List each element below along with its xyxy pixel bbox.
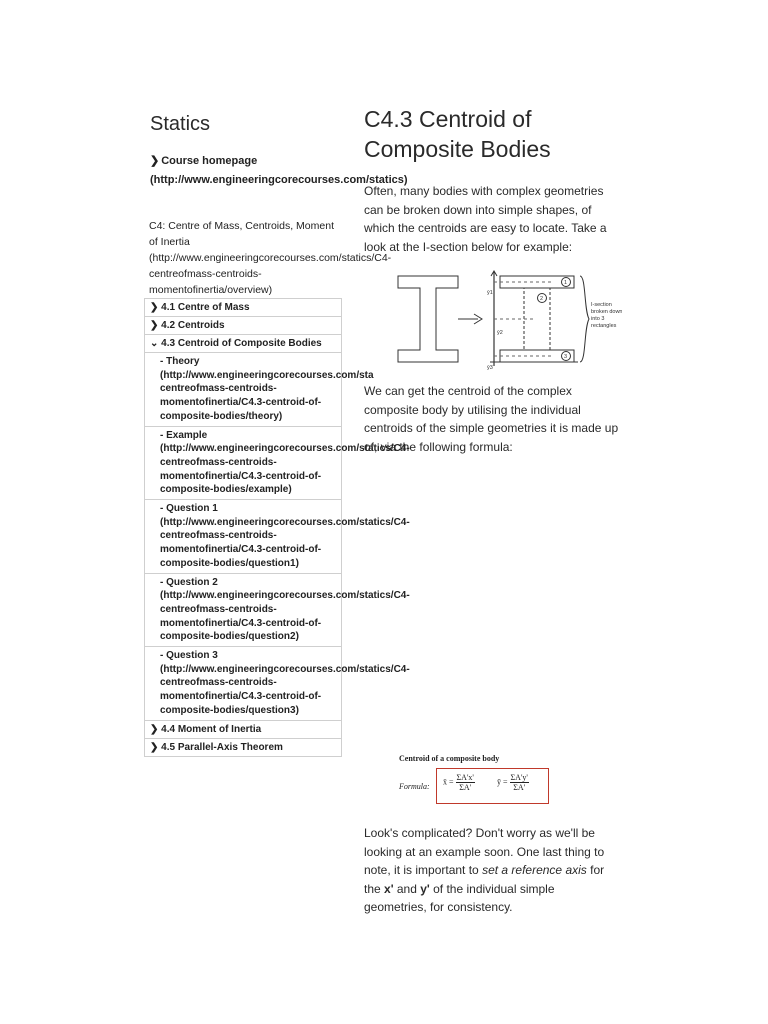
subitem-line: centreofmass-centroids-	[160, 677, 277, 689]
fraction	[510, 773, 529, 792]
paragraph-line: look at the I-section below for example:	[364, 239, 573, 254]
subitem-line: (http://www.engineeringcorecourses.com/statics/C4-	[160, 443, 410, 455]
nav-subitem-question3[interactable]	[144, 646, 410, 720]
nav-item-parallel-axis[interactable]	[144, 738, 342, 757]
nav-item-label: 4.5 Parallel-Axis Theorem	[161, 741, 283, 753]
nav-item-label: 4.3 Centroid of Composite Bodies	[161, 338, 322, 349]
subitem-line: (http://www.engineeringcorecourses.com/sta	[160, 369, 374, 381]
i-section-diagram	[394, 270, 622, 370]
bold-text: x'	[384, 881, 394, 896]
text-span: and	[393, 881, 421, 896]
paragraph-line: which the centroids are easy to locate. Take a	[364, 221, 607, 235]
subitem-line: centreofmass-centroids-	[160, 530, 277, 542]
axis-label: ȳ1	[487, 290, 493, 296]
paragraph-line	[364, 880, 626, 899]
figure-note: broken down	[591, 309, 622, 315]
i-section-figure	[394, 270, 622, 370]
text-span: for	[586, 863, 605, 877]
paragraph-line: Look's complicated? Don't worry as we'll be	[364, 826, 595, 840]
formula-label: Formula:	[399, 782, 430, 791]
paragraph-line: centroids of the simple geometries it is made up	[364, 421, 619, 435]
figure-note: I-section	[591, 302, 612, 308]
subitem-line: composite-bodies/question2)	[160, 631, 299, 643]
denominator: ΣA'	[513, 783, 526, 792]
nav-item-composite-bodies[interactable]	[144, 334, 342, 352]
course-homepage-label: Course homepage	[161, 155, 258, 167]
page-title	[364, 104, 624, 164]
chevron-down-icon: ⌄	[150, 338, 159, 349]
paragraph-line: Often, many bodies with complex geometries	[364, 184, 604, 198]
equation-lhs: ȳ =	[497, 777, 508, 787]
chevron-right-icon: ❯	[150, 320, 159, 331]
subitem-line: momentofinertia/C4.3-centroid-of-	[160, 617, 322, 629]
axis-label: ȳ2	[497, 330, 503, 336]
fraction	[456, 773, 475, 792]
subitem-line: (http://www.engineeringcorecourses.com/statics/C4-	[160, 516, 410, 528]
subitem-line: (http://www.engineeringcorecourses.com/statics/C4-	[160, 590, 410, 602]
text-span: note, it is important to	[364, 863, 483, 877]
bold-text: y'	[420, 881, 430, 896]
nav-item-label: 4.4 Moment of Inertia	[161, 723, 262, 735]
intro-paragraph	[364, 182, 626, 256]
axis-label: ȳ3	[487, 365, 493, 370]
subitem-line: momentofinertia/C4.3-centroid-of-	[160, 470, 322, 482]
page-title-line: Composite Bodies	[364, 136, 551, 162]
chapter-line: (http://www.engineeringcorecourses.com/statics/C4-	[149, 252, 392, 264]
text-span: of the individual simple	[429, 881, 555, 896]
closing-paragraph	[364, 824, 626, 917]
nav-item-label: 4.2 Centroids	[161, 320, 225, 331]
formula-intro-paragraph	[364, 382, 626, 456]
chapter-line: of Inertia	[149, 236, 190, 248]
subitem-line: centreofmass-centroids-	[160, 603, 277, 615]
paragraph-line: can be broken down into simple shapes, of	[364, 202, 592, 217]
rect-label: 3	[564, 354, 568, 360]
nav-subitem-theory[interactable]	[144, 352, 374, 426]
x-bar-equation	[443, 773, 475, 792]
page-title-line: C4.3 Centroid of	[364, 106, 532, 132]
subitem-line: - Question 3	[160, 650, 218, 662]
chapter-line: momentofinertia/overview)	[149, 284, 273, 296]
equation-lhs: x̄ =	[443, 777, 454, 787]
centroid-formula-figure	[396, 752, 620, 810]
numerator: ΣA'x'	[456, 773, 474, 782]
chevron-right-icon: ❯	[150, 302, 159, 313]
subitem-line: centreofmass-centroids-	[160, 383, 277, 395]
course-homepage-url: (http://www.engineeringcorecourses.com/statics)	[150, 174, 408, 186]
sidebar-nav	[144, 298, 410, 757]
subitem-line: momentofinertia/C4.3-centroid-of-	[160, 397, 322, 409]
subitem-line: centreofmass-centroids-	[160, 456, 277, 468]
subitem-line: - Theory	[160, 356, 200, 367]
nav-item-centroids[interactable]	[144, 316, 342, 334]
subitem-line: momentofinertia/C4.3-centroid-of-	[160, 691, 322, 703]
paragraph-line: We can get the centroid of the complex	[364, 384, 572, 398]
subitem-line: - Question 1	[160, 503, 218, 515]
chapter-line: C4: Centre of Mass, Centroids, Moment	[149, 220, 334, 232]
subitem-line: composite-bodies/question1)	[160, 557, 299, 569]
nav-item-label: 4.1 Centre of Mass	[161, 302, 250, 313]
rect-label: 1	[564, 280, 568, 286]
subitem-line: composite-bodies/example)	[160, 484, 292, 496]
figure-note: into 3	[591, 316, 605, 322]
chapter-line: centreofmass-centroids-	[149, 268, 262, 280]
nav-subitem-question1[interactable]	[144, 499, 410, 573]
nav-subitem-question2[interactable]	[144, 573, 410, 647]
y-bar-equation	[497, 773, 529, 792]
denominator: ΣA'	[459, 783, 472, 792]
numerator: ΣA'y'	[510, 773, 528, 782]
paragraph-line: geometries, for consistency.	[364, 900, 513, 914]
subitem-line: (http://www.engineeringcorecourses.com/statics/C4-	[160, 663, 410, 675]
subitem-line: composite-bodies/theory)	[160, 410, 283, 422]
subitem-line: composite-bodies/question3)	[160, 704, 299, 716]
figure-note: rectangles	[591, 323, 617, 329]
paragraph-line	[364, 861, 626, 880]
chevron-right-icon: ❯	[150, 723, 159, 735]
nav-item-centre-of-mass[interactable]	[144, 298, 342, 316]
text-span: the	[364, 881, 385, 896]
site-title: Statics	[150, 113, 211, 135]
formula-box	[436, 768, 549, 804]
paragraph-line: looking at an example soon. One last thing to	[364, 844, 605, 859]
formula-title: Centroid of a composite body	[399, 754, 500, 763]
subitem-line: momentofinertia/C4.3-centroid-of-	[160, 544, 322, 556]
rect-label: 2	[540, 296, 544, 302]
chevron-right-icon: ❯	[150, 741, 159, 753]
paragraph-line: composite body by utilising the individual	[364, 402, 581, 417]
chevron-right-icon: ❯	[150, 155, 160, 167]
emphasis-text: set a reference axis	[482, 863, 587, 877]
subitem-line: - Question 2	[160, 576, 218, 588]
subitem-line: - Example	[160, 429, 208, 441]
nav-item-moment-of-inertia[interactable]	[144, 720, 342, 738]
paragraph-line: of, via the following formula:	[364, 439, 513, 454]
nav-subitem-example[interactable]	[144, 426, 410, 500]
